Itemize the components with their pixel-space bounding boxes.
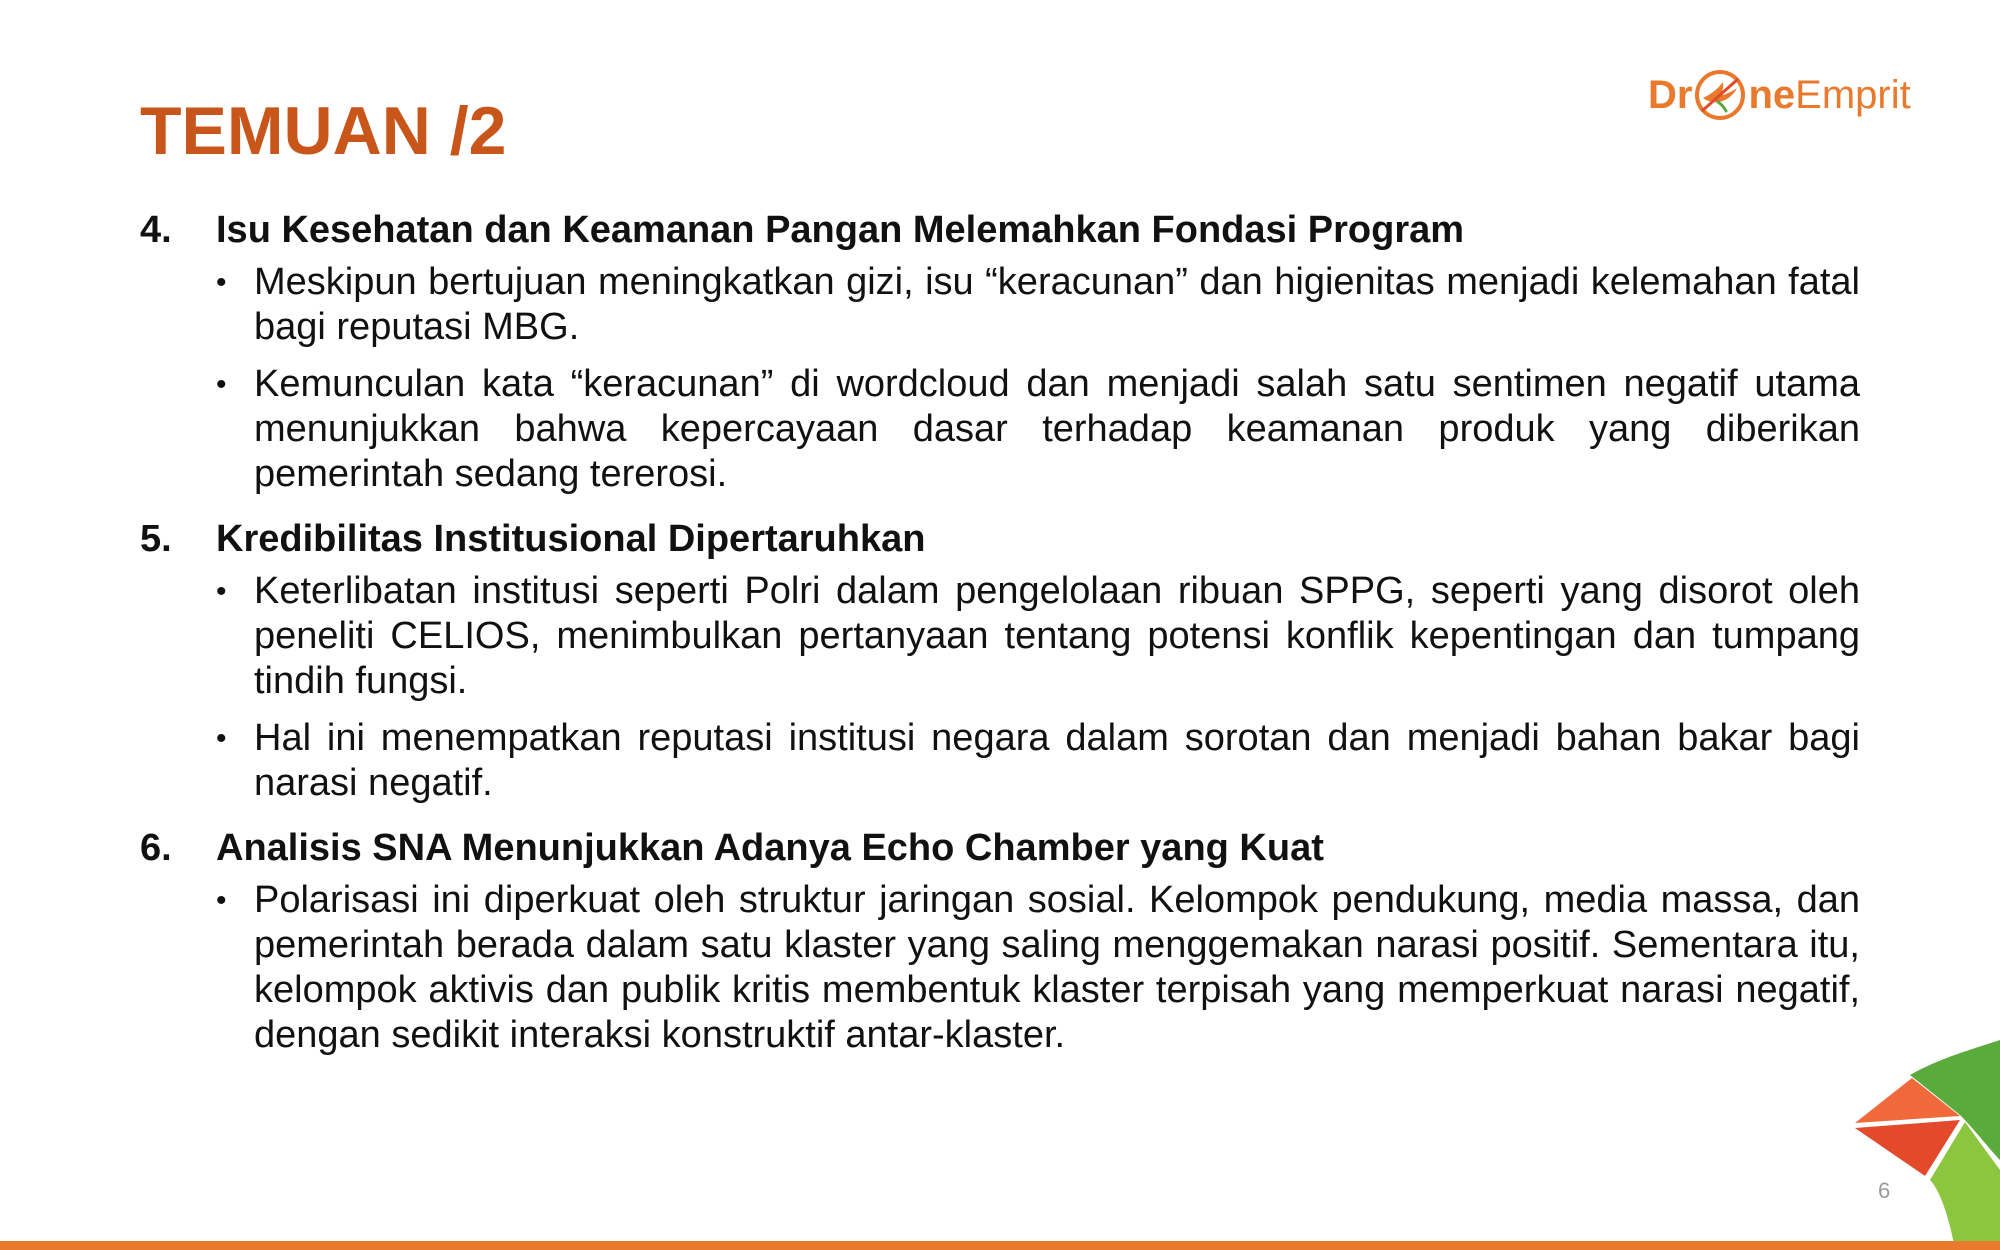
finding-bullets — [140, 260, 1860, 497]
logo-text-emprit: Emprit — [1795, 73, 1911, 117]
logo-text-ne: ne — [1748, 73, 1796, 117]
bullet-item: • Kemunculan kata “keracunan” di wordcloud dan menjadi salah satu sentimen negatif utama menunjukkan bahwa kepercayaan dasar terhadap keamanan produk yang diberikan pemerintah sedang tererosi. — [216, 362, 1860, 497]
bullet-item: • Keterlibatan institusi seperti Polri dalam pengelolaan ribuan SPPG, seperti yang disorot oleh peneliti CELIOS, menimbulkan pertanyaan tentang potensi konflik kepentingan dan tumpang tindih fungsi. — [216, 569, 1860, 704]
logo-text-dr: Dr — [1648, 73, 1693, 117]
finding-number: 5. — [140, 518, 172, 560]
finding-heading — [140, 511, 1860, 567]
finding-heading — [140, 820, 1860, 876]
drone-emprit-logo — [1648, 68, 1911, 122]
findings-list — [140, 202, 1860, 1070]
finding-heading — [140, 202, 1860, 258]
bullet-item: • Polarisasi ini diperkuat oleh struktur jaringan sosial. Kelompok pendukung, media massa, dan pemerintah berada dalam satu klaster yang saling menggemakan narasi positif. Sementara itu, kelompok aktivis dan publik kritis membentuk klaster terpisah yang memperkuat narasi negatif, dengan sedikit interaksi konstruktif antar-klaster. — [216, 878, 1860, 1058]
finding-section-5 — [140, 511, 1860, 806]
finding-heading-text: Analisis SNA Menunjukkan Adanya Echo Chamber yang Kuat — [216, 827, 1324, 869]
finding-number: 4. — [140, 209, 172, 251]
bottom-accent-bar — [0, 1241, 2000, 1250]
finding-heading-text: Isu Kesehatan dan Keamanan Pangan Melemahkan Fondasi Program — [216, 209, 1465, 251]
page-number: 6 — [1878, 1178, 1891, 1203]
finding-bullets — [140, 878, 1860, 1058]
finding-number: 6. — [140, 827, 172, 869]
bullet-item: • Meskipun bertujuan meningkatkan gizi, isu “keracunan” dan higienitas menjadi kelemahan fatal bagi reputasi MBG. — [216, 260, 1860, 350]
finding-section-6 — [140, 820, 1860, 1058]
corner-decoration-icon — [1800, 1040, 2000, 1250]
finding-heading-text: Kredibilitas Institusional Dipertaruhkan — [216, 518, 926, 560]
bullet-item: • Hal ini menempatkan reputasi institusi negara dalam sorotan dan menjadi bahan bakar bagi narasi negatif. — [216, 716, 1860, 806]
finding-bullets — [140, 569, 1860, 806]
slide-title: TEMUAN /2 — [140, 93, 507, 169]
drone-bird-icon — [1693, 68, 1747, 122]
finding-section-4 — [140, 202, 1860, 497]
